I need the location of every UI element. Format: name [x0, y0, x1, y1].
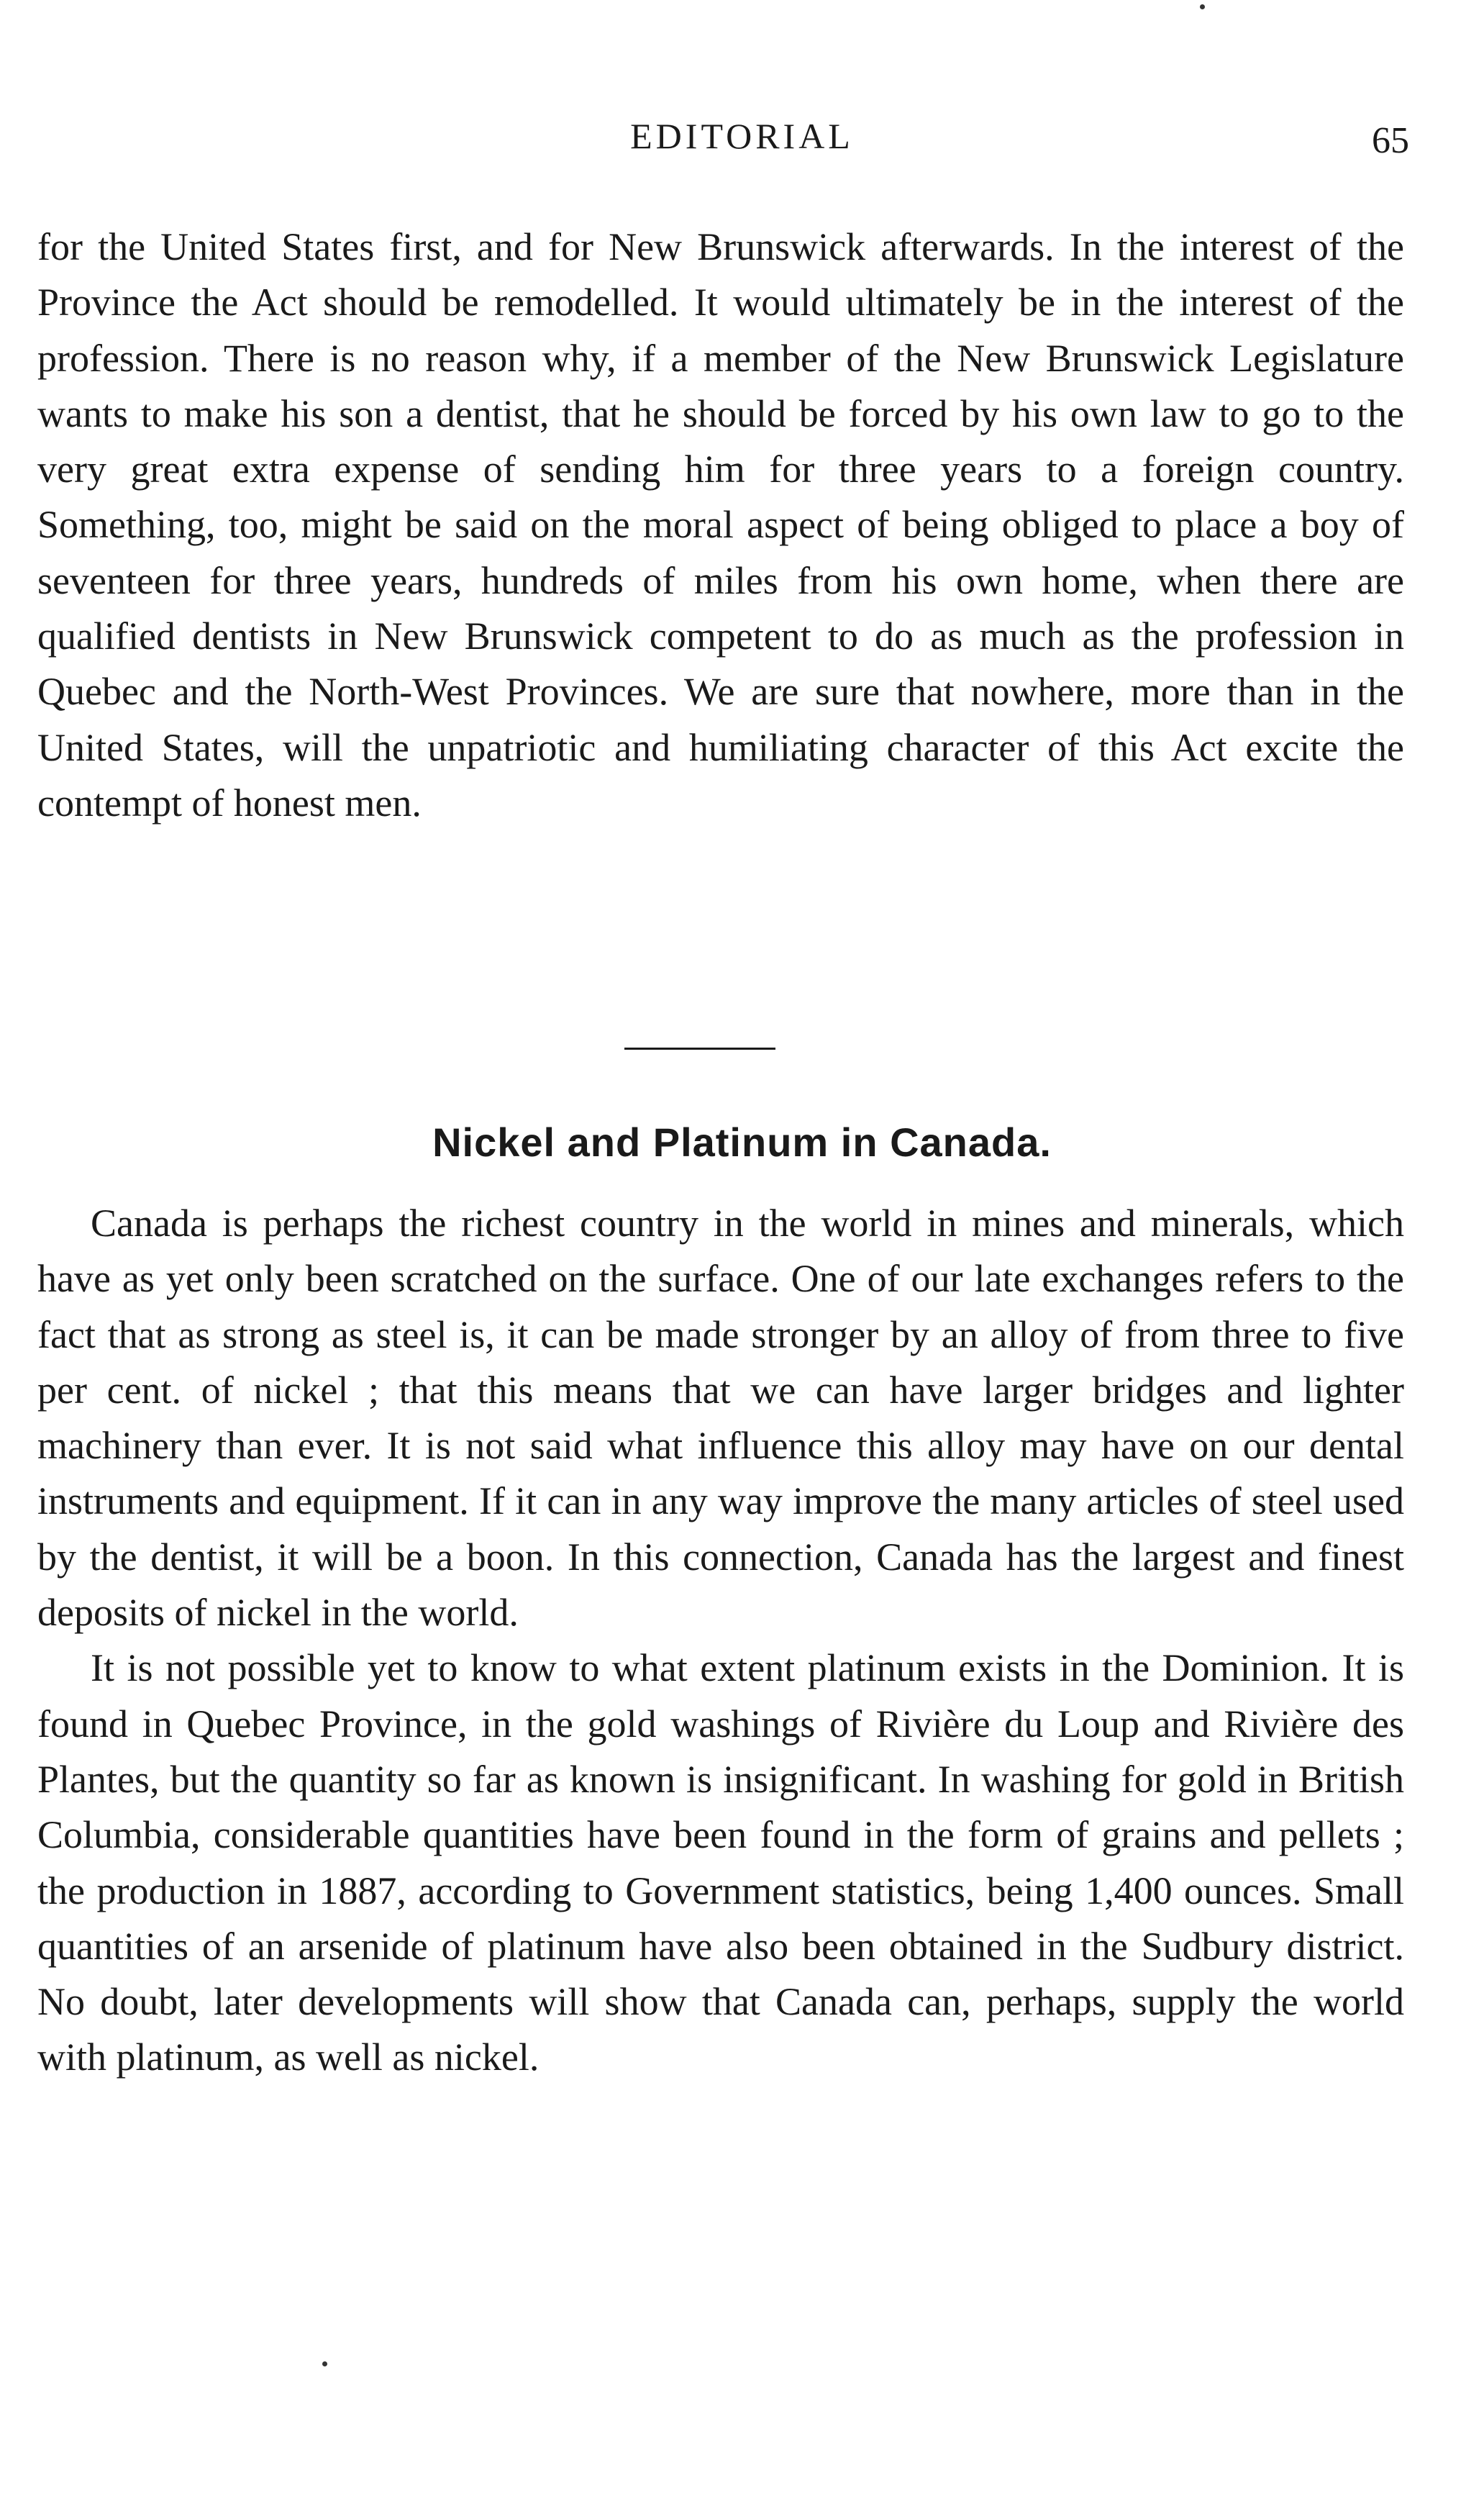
page-number: 65: [1372, 120, 1409, 161]
running-title: EDITORIAL: [630, 116, 854, 156]
body-paragraph-nickel: Canada is perhaps the richest country in the world in mines and minerals, which have as yet only been scratched on the surface. One of our late exchanges refers to the fact that as strong as steel is, it can be made stronger by an alloy of from three to five per cent. of nickel ; that this means that we can have larger bridges and lighter machinery than ever. It is not said what influence this alloy may have on our dental instruments and equipment. If it can in any way improve the many articles of steel used by the dentist, it will be a boon. In this connection, Canada has the largest and finest deposits of nickel in the world.: [37, 1202, 1404, 1635]
continued-paragraph: for the United States first, and for New Brunswick afterwards. In the interest of the Province the Act should be remodelled. It would ultimately be in the interest of the profession. There is no reason why, if a member of the New Brunswick Legislature wants to make his son a dentist, that he should be forced by his own law to go to the very great extra expense of sending him for three years to a foreign country. Something, too, might be said on the moral aspect of being obliged to place a boy of seventeen for three years, hundreds of miles from his own home, when there are qualified dentists in New Brunswick competent to do as much as the profession in Quebec and the North-West Provinces. We are sure that nowhere, more than in the United States, will the unpatriotic and humiliating character of this Act excite the contempt of honest men.: [37, 225, 1404, 825]
section-heading: Nickel and Platinum in Canada.: [432, 1120, 1052, 1165]
section-body: [37, 1196, 1404, 2086]
continued-text-block: [37, 219, 1404, 831]
print-speck: [1200, 4, 1205, 9]
running-head: [0, 115, 1484, 173]
section-separator-rule: [624, 1048, 775, 1050]
print-speck: [322, 2361, 327, 2366]
body-paragraph-platinum: It is not possible yet to know to what extent platinum exists in the Dominion. It is found in Quebec Province, in the gold washings of Rivière du Loup and Rivière des Plantes, but the quantity so far as known is insignificant. In washing for gold in British Columbia, considerable quantities have been found in the form of grains and pellets ; the production in 1887, according to Government statistics, being 1,400 ounces. Small quantities of an arsenide of platinum have also been obtained in the Sudbury district. No doubt, later developments will show that Canada can, perhaps, supply the world with platinum, as well as nickel.: [37, 1646, 1404, 2079]
